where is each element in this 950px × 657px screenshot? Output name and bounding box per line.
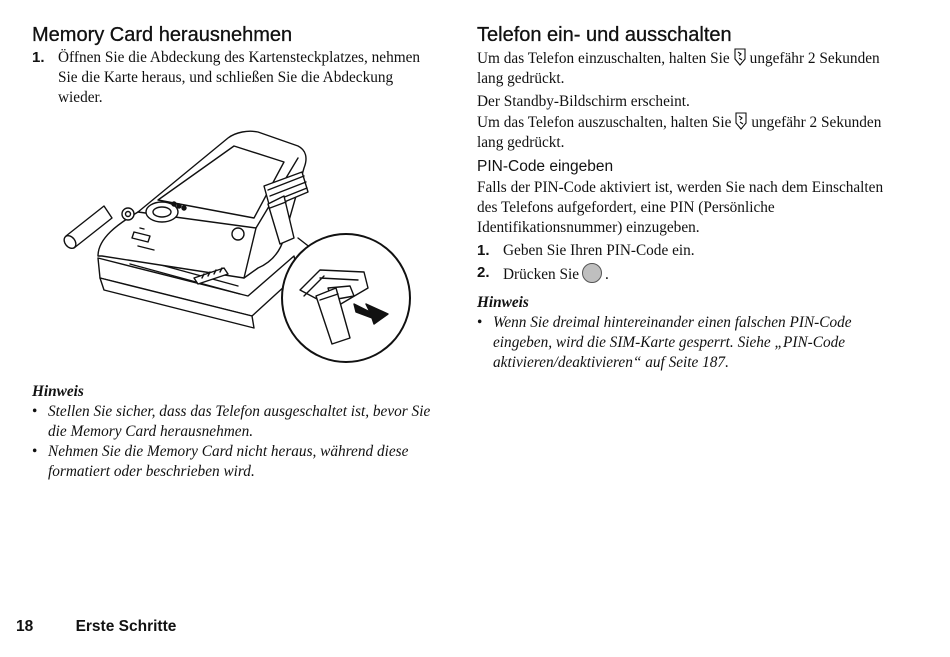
hinweis-text: Wenn Sie dreimal hintereinander einen falschen PIN-Code eingeben, wird die SIM-Karte gesperrt. Siehe „PIN-Code aktivieren/deaktivieren“ auf Seite 187.: [493, 314, 852, 371]
left-hinweis-block: [32, 382, 432, 482]
page-footer: [16, 618, 176, 636]
hinweis-title: Hinweis: [32, 383, 84, 400]
hinweis-item: [477, 313, 897, 373]
section-heading-power: Telefon ein- und ausschalten: [477, 24, 732, 46]
pin-step-1: [477, 241, 897, 261]
bullet-dot: •: [32, 403, 38, 420]
bullet-dot: •: [477, 314, 483, 331]
text-span: ungefähr 2 Sekunden lang gedrückt.: [477, 114, 882, 151]
pin-paragraph: Falls der PIN-Code aktiviert ist, werden Sie nach dem Einschalten des Telefons aufgefordert, eine PIN (Persönliche Identifikationsnummer) einzugeben.: [477, 179, 884, 236]
memory-card-step-1: [32, 48, 432, 108]
power-off-paragraph: [477, 112, 897, 153]
right-column: [477, 22, 897, 373]
subheading-pin: PIN-Code eingeben: [477, 158, 614, 175]
chapter-title: Erste Schritte: [75, 618, 177, 635]
hinweis-text: Nehmen Sie die Memory Card nicht heraus, während diese formatiert oder beschrieben wird.: [48, 443, 409, 480]
section-heading-memory-card: Memory Card herausnehmen: [32, 24, 293, 46]
text-span: .: [605, 266, 609, 283]
step-number: 1.: [477, 242, 490, 259]
text-span: Um das Telefon auszuschalten, halten Sie: [477, 114, 732, 131]
step-text: [503, 263, 609, 285]
ok-key-icon: [582, 263, 602, 283]
text-span: Drücken Sie: [503, 266, 580, 283]
power-on-paragraph: [477, 48, 897, 89]
text-span: Um das Telefon einzuschalten, halten Sie: [477, 50, 730, 67]
step-text: Öffnen Sie die Abdeckung des Kartensteckplatzes, nehmen Sie die Karte heraus, und schließen Sie die Abdeckung wieder.: [58, 49, 421, 106]
hinweis-item: [32, 442, 432, 482]
standby-paragraph: Der Standby-Bildschirm erscheint.: [477, 93, 690, 110]
bullet-dot: •: [32, 443, 38, 460]
left-column: [32, 22, 432, 110]
text-span: ungefähr 2 Sekunden lang gedrückt.: [477, 50, 880, 87]
step-number: 1.: [32, 49, 45, 66]
pin-step-2: [477, 263, 897, 285]
power-key-icon: [734, 112, 748, 130]
phone-memory-card-illustration: [58, 128, 418, 368]
page-number: 18: [16, 618, 34, 635]
hinweis-item: [32, 402, 432, 442]
power-key-icon: [733, 48, 747, 66]
step-text: Geben Sie Ihren PIN-Code ein.: [503, 242, 695, 259]
hinweis-text: Stellen Sie sicher, dass das Telefon ausgeschaltet ist, bevor Sie die Memory Card herausnehmen.: [48, 403, 431, 440]
step-number: 2.: [477, 264, 490, 281]
hinweis-title: Hinweis: [477, 294, 529, 311]
